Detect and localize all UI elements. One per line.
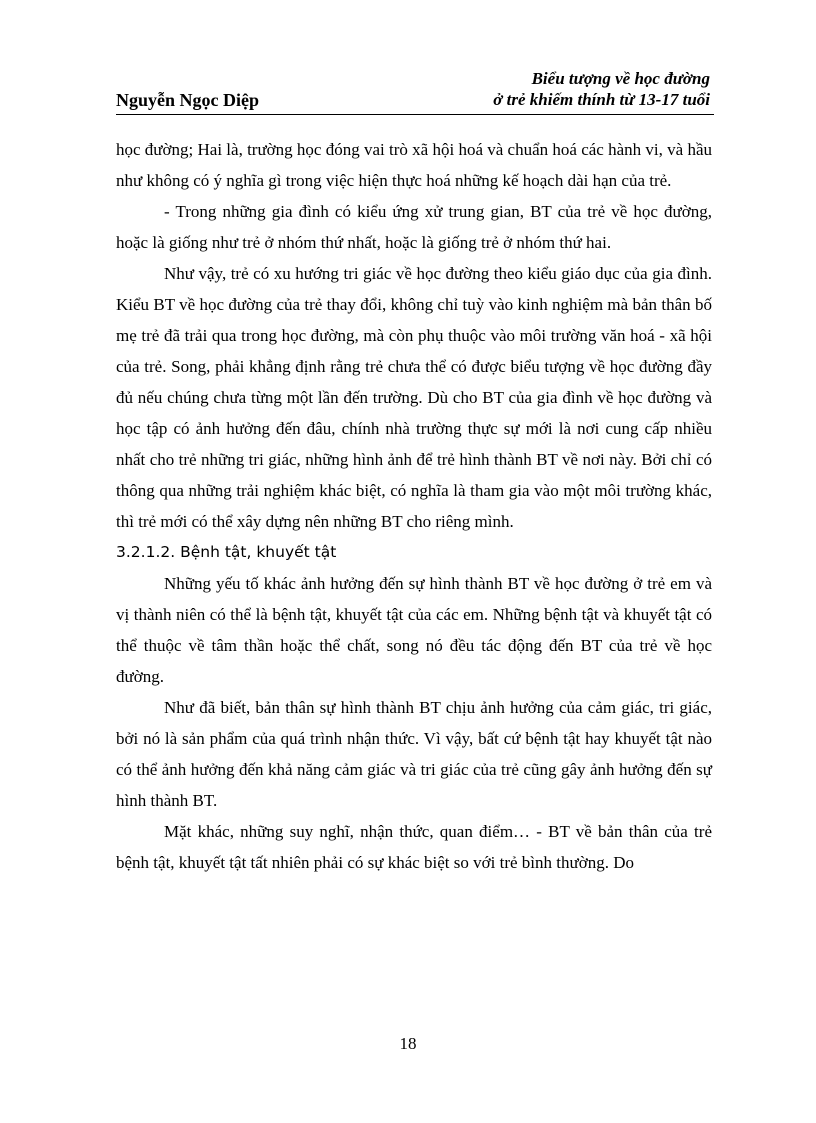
page-number: 18 (399, 1034, 417, 1053)
header-title-line-2: ở trẻ khiếm thính từ 13-17 tuổi (493, 90, 710, 109)
section-heading: 3.2.1.2. Bệnh tật, khuyết tật (116, 543, 337, 561)
header-author: Nguyễn Ngọc Diệp (116, 90, 259, 110)
paragraph-4: Những yếu tố khác ảnh hưởng đến sự hình thành BT về học đường ở trẻ em và vị thành niên có thể là bệnh tật, khuyết tật của các em. Những bệnh tật và khuyết tật có thể thuộc về tâm thần hoặc thể chất, song nó đều tác động đến BT của trẻ về học đường. (116, 574, 712, 686)
paragraph-2: - Trong những gia đình có kiểu ứng xử trung gian, BT của trẻ về học đường, hoặc là giống như trẻ ở nhóm thứ nhất, hoặc là giống trẻ ở nhóm thứ hai. (116, 202, 712, 252)
page-body (116, 134, 712, 878)
paragraph-5: Như đã biết, bản thân sự hình thành BT chịu ảnh hưởng của cảm giác, tri giác, bởi nó là sản phẩm của quá trình nhận thức. Vì vậy, bất cứ bệnh tật hay khuyết tật nào có thể ảnh hưởng đến khả năng cảm giác và tri giác của trẻ cũng gây ảnh hưởng đến sự hình thành BT. (116, 698, 712, 810)
paragraph-3: Như vậy, trẻ có xu hướng tri giác về học đường theo kiểu giáo dục của gia đình. Kiểu BT về học đường của trẻ thay đổi, không chỉ tuỳ vào kinh nghiệm mà bản thân bố mẹ trẻ đã trải qua trong học đường, mà còn phụ thuộc vào môi trường văn hoá - xã hội của trẻ. Song, phải khẳng định rằng trẻ chưa thể có được biểu tượng về học đường đầy đủ nếu chúng chưa từng một lần đến trường. Dù cho BT của gia đình về học đường và học tập có ảnh hưởng đến đâu, chính nhà trường thực sự mới là nơi cung cấp nhiều nhất cho trẻ những tri giác, những hình ảnh để trẻ hình thành BT về nơi này. Bởi chỉ có thông qua những trải nghiệm khác biệt, có nghĩa là tham gia vào một môi trường khác, thì trẻ mới có thể xây dựng nên những BT cho riêng mình. (116, 264, 712, 531)
header-title (493, 68, 710, 110)
paragraph-6: Mặt khác, những suy nghĩ, nhận thức, quan điểm… - BT về bản thân của trẻ bệnh tật, khuyết tật tất nhiên phải có sự khác biệt so với trẻ bình thường. Do (116, 822, 712, 872)
header-title-line-1: Biểu tượng về học đường (531, 69, 710, 88)
page-header (116, 66, 714, 115)
paragraph-1: học đường; Hai là, trường học đóng vai trò xã hội hoá và chuẩn hoá các hành vi, và hầu như không có ý nghĩa gì trong việc hiện thực hoá những kế hoạch dài hạn của trẻ. (116, 140, 712, 190)
